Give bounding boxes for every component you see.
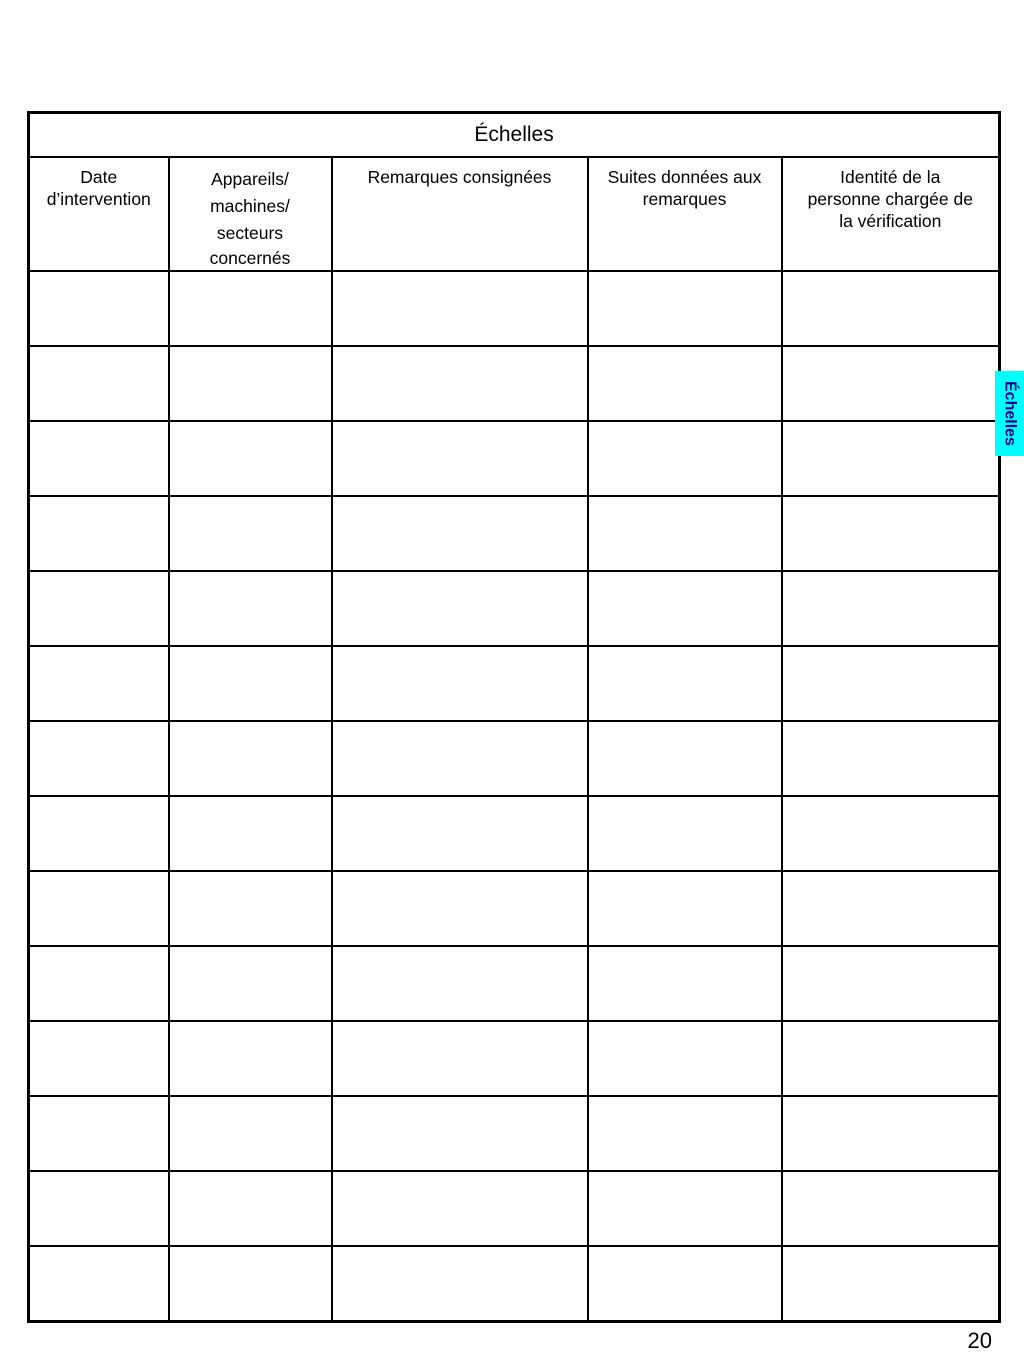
- column-header-row: [29, 157, 1000, 271]
- table-cell[interactable]: [782, 271, 1000, 346]
- table-cell[interactable]: [29, 721, 169, 796]
- table-row: [29, 421, 1000, 496]
- table-row: [29, 1246, 1000, 1321]
- table-cell[interactable]: [169, 346, 332, 421]
- side-tab-label: Échelles: [1001, 381, 1019, 446]
- table-cell[interactable]: [782, 796, 1000, 871]
- table-cell[interactable]: [332, 1171, 588, 1246]
- table-cell[interactable]: [29, 1096, 169, 1171]
- table-row: [29, 1171, 1000, 1246]
- table-cell[interactable]: [782, 721, 1000, 796]
- table-cell[interactable]: [782, 1246, 1000, 1321]
- table-cell[interactable]: [29, 796, 169, 871]
- section-side-tab[interactable]: [995, 371, 1024, 456]
- table-cell[interactable]: [332, 796, 588, 871]
- table-cell[interactable]: [588, 1246, 782, 1321]
- table-cell[interactable]: [169, 421, 332, 496]
- table-cell[interactable]: [588, 421, 782, 496]
- page-number: 20: [967, 1328, 992, 1353]
- table-cell[interactable]: [29, 946, 169, 1021]
- table-cell[interactable]: [332, 496, 588, 571]
- table-row: [29, 871, 1000, 946]
- table-cell[interactable]: [588, 871, 782, 946]
- table-cell[interactable]: [29, 1246, 169, 1321]
- table-cell[interactable]: [29, 346, 169, 421]
- table-cell[interactable]: [588, 346, 782, 421]
- table-row: [29, 796, 1000, 871]
- table-title: Échelles: [29, 113, 1000, 157]
- table-cell[interactable]: [588, 796, 782, 871]
- table-title-row: [29, 113, 1000, 157]
- table-body: [29, 271, 1000, 1322]
- table-cell[interactable]: [782, 421, 1000, 496]
- column-header-line: machines/: [210, 195, 290, 216]
- table-cell[interactable]: [332, 1096, 588, 1171]
- table-cell[interactable]: [782, 946, 1000, 1021]
- table-cell[interactable]: [588, 496, 782, 571]
- table-cell[interactable]: [782, 496, 1000, 571]
- table-cell[interactable]: [169, 721, 332, 796]
- column-header-line: Appareils/: [211, 168, 289, 189]
- table-cell[interactable]: [29, 646, 169, 721]
- table-cell[interactable]: [169, 1096, 332, 1171]
- table-cell[interactable]: [782, 571, 1000, 646]
- column-header-line: Suites données aux: [607, 166, 762, 187]
- table-row: [29, 1021, 1000, 1096]
- column-header-line: secteurs: [216, 222, 284, 243]
- column-header-line: Identité de la: [840, 166, 941, 187]
- table-cell[interactable]: [29, 1021, 169, 1096]
- table-cell[interactable]: [588, 1096, 782, 1171]
- table-cell[interactable]: [782, 1096, 1000, 1171]
- table-cell[interactable]: [169, 796, 332, 871]
- column-header-line: la vérification: [839, 210, 942, 231]
- table-cell[interactable]: [782, 346, 1000, 421]
- table-cell[interactable]: [332, 1246, 588, 1321]
- table-cell[interactable]: [588, 1021, 782, 1096]
- table-cell[interactable]: [782, 1021, 1000, 1096]
- table-cell[interactable]: [332, 1021, 588, 1096]
- table-cell[interactable]: [588, 646, 782, 721]
- column-header-line: d’intervention: [46, 188, 151, 209]
- column-header-date: [29, 157, 169, 271]
- column-header-inspector: [782, 157, 1000, 271]
- column-header-line: remarques: [642, 188, 727, 209]
- table-cell[interactable]: [169, 496, 332, 571]
- table-cell[interactable]: [588, 1171, 782, 1246]
- table-cell[interactable]: [169, 571, 332, 646]
- table-cell[interactable]: [29, 271, 169, 346]
- table-cell[interactable]: [332, 271, 588, 346]
- table-cell[interactable]: [332, 721, 588, 796]
- column-header-line: concernés: [209, 247, 291, 268]
- table-cell[interactable]: [782, 646, 1000, 721]
- column-header-equipment: [169, 157, 332, 271]
- table-row: [29, 646, 1000, 721]
- table-row: [29, 496, 1000, 571]
- table-row: [29, 571, 1000, 646]
- table-cell[interactable]: [782, 871, 1000, 946]
- table-cell[interactable]: [169, 1246, 332, 1321]
- table-cell[interactable]: [782, 1171, 1000, 1246]
- table-cell[interactable]: [169, 646, 332, 721]
- table-cell[interactable]: [169, 1021, 332, 1096]
- table-cell[interactable]: [332, 871, 588, 946]
- column-header-remarks: [332, 157, 588, 271]
- table-cell[interactable]: [29, 421, 169, 496]
- table-cell[interactable]: [588, 721, 782, 796]
- table-cell[interactable]: [29, 571, 169, 646]
- column-header-follow-up: [588, 157, 782, 271]
- table-cell[interactable]: [588, 571, 782, 646]
- table-cell[interactable]: [332, 346, 588, 421]
- column-header-line: Date: [80, 166, 118, 187]
- column-header-line: personne chargée de: [807, 188, 973, 209]
- table-row: [29, 346, 1000, 421]
- table-row: [29, 721, 1000, 796]
- table-cell[interactable]: [29, 1171, 169, 1246]
- inspection-log-table: [27, 111, 1001, 1323]
- table-cell[interactable]: [29, 871, 169, 946]
- table-cell[interactable]: [332, 946, 588, 1021]
- table-row: [29, 1096, 1000, 1171]
- table-cell[interactable]: [29, 496, 169, 571]
- table-cell[interactable]: [169, 946, 332, 1021]
- table-cell[interactable]: [169, 871, 332, 946]
- column-header-line: Remarques consignées: [367, 166, 552, 187]
- table-row: [29, 946, 1000, 1021]
- table-cell[interactable]: [169, 271, 332, 346]
- table-row: [29, 271, 1000, 346]
- table-cell[interactable]: [332, 571, 588, 646]
- table-cell[interactable]: [332, 421, 588, 496]
- table-cell[interactable]: [588, 946, 782, 1021]
- table-cell[interactable]: [169, 1171, 332, 1246]
- table-cell[interactable]: [332, 646, 588, 721]
- table-cell[interactable]: [588, 271, 782, 346]
